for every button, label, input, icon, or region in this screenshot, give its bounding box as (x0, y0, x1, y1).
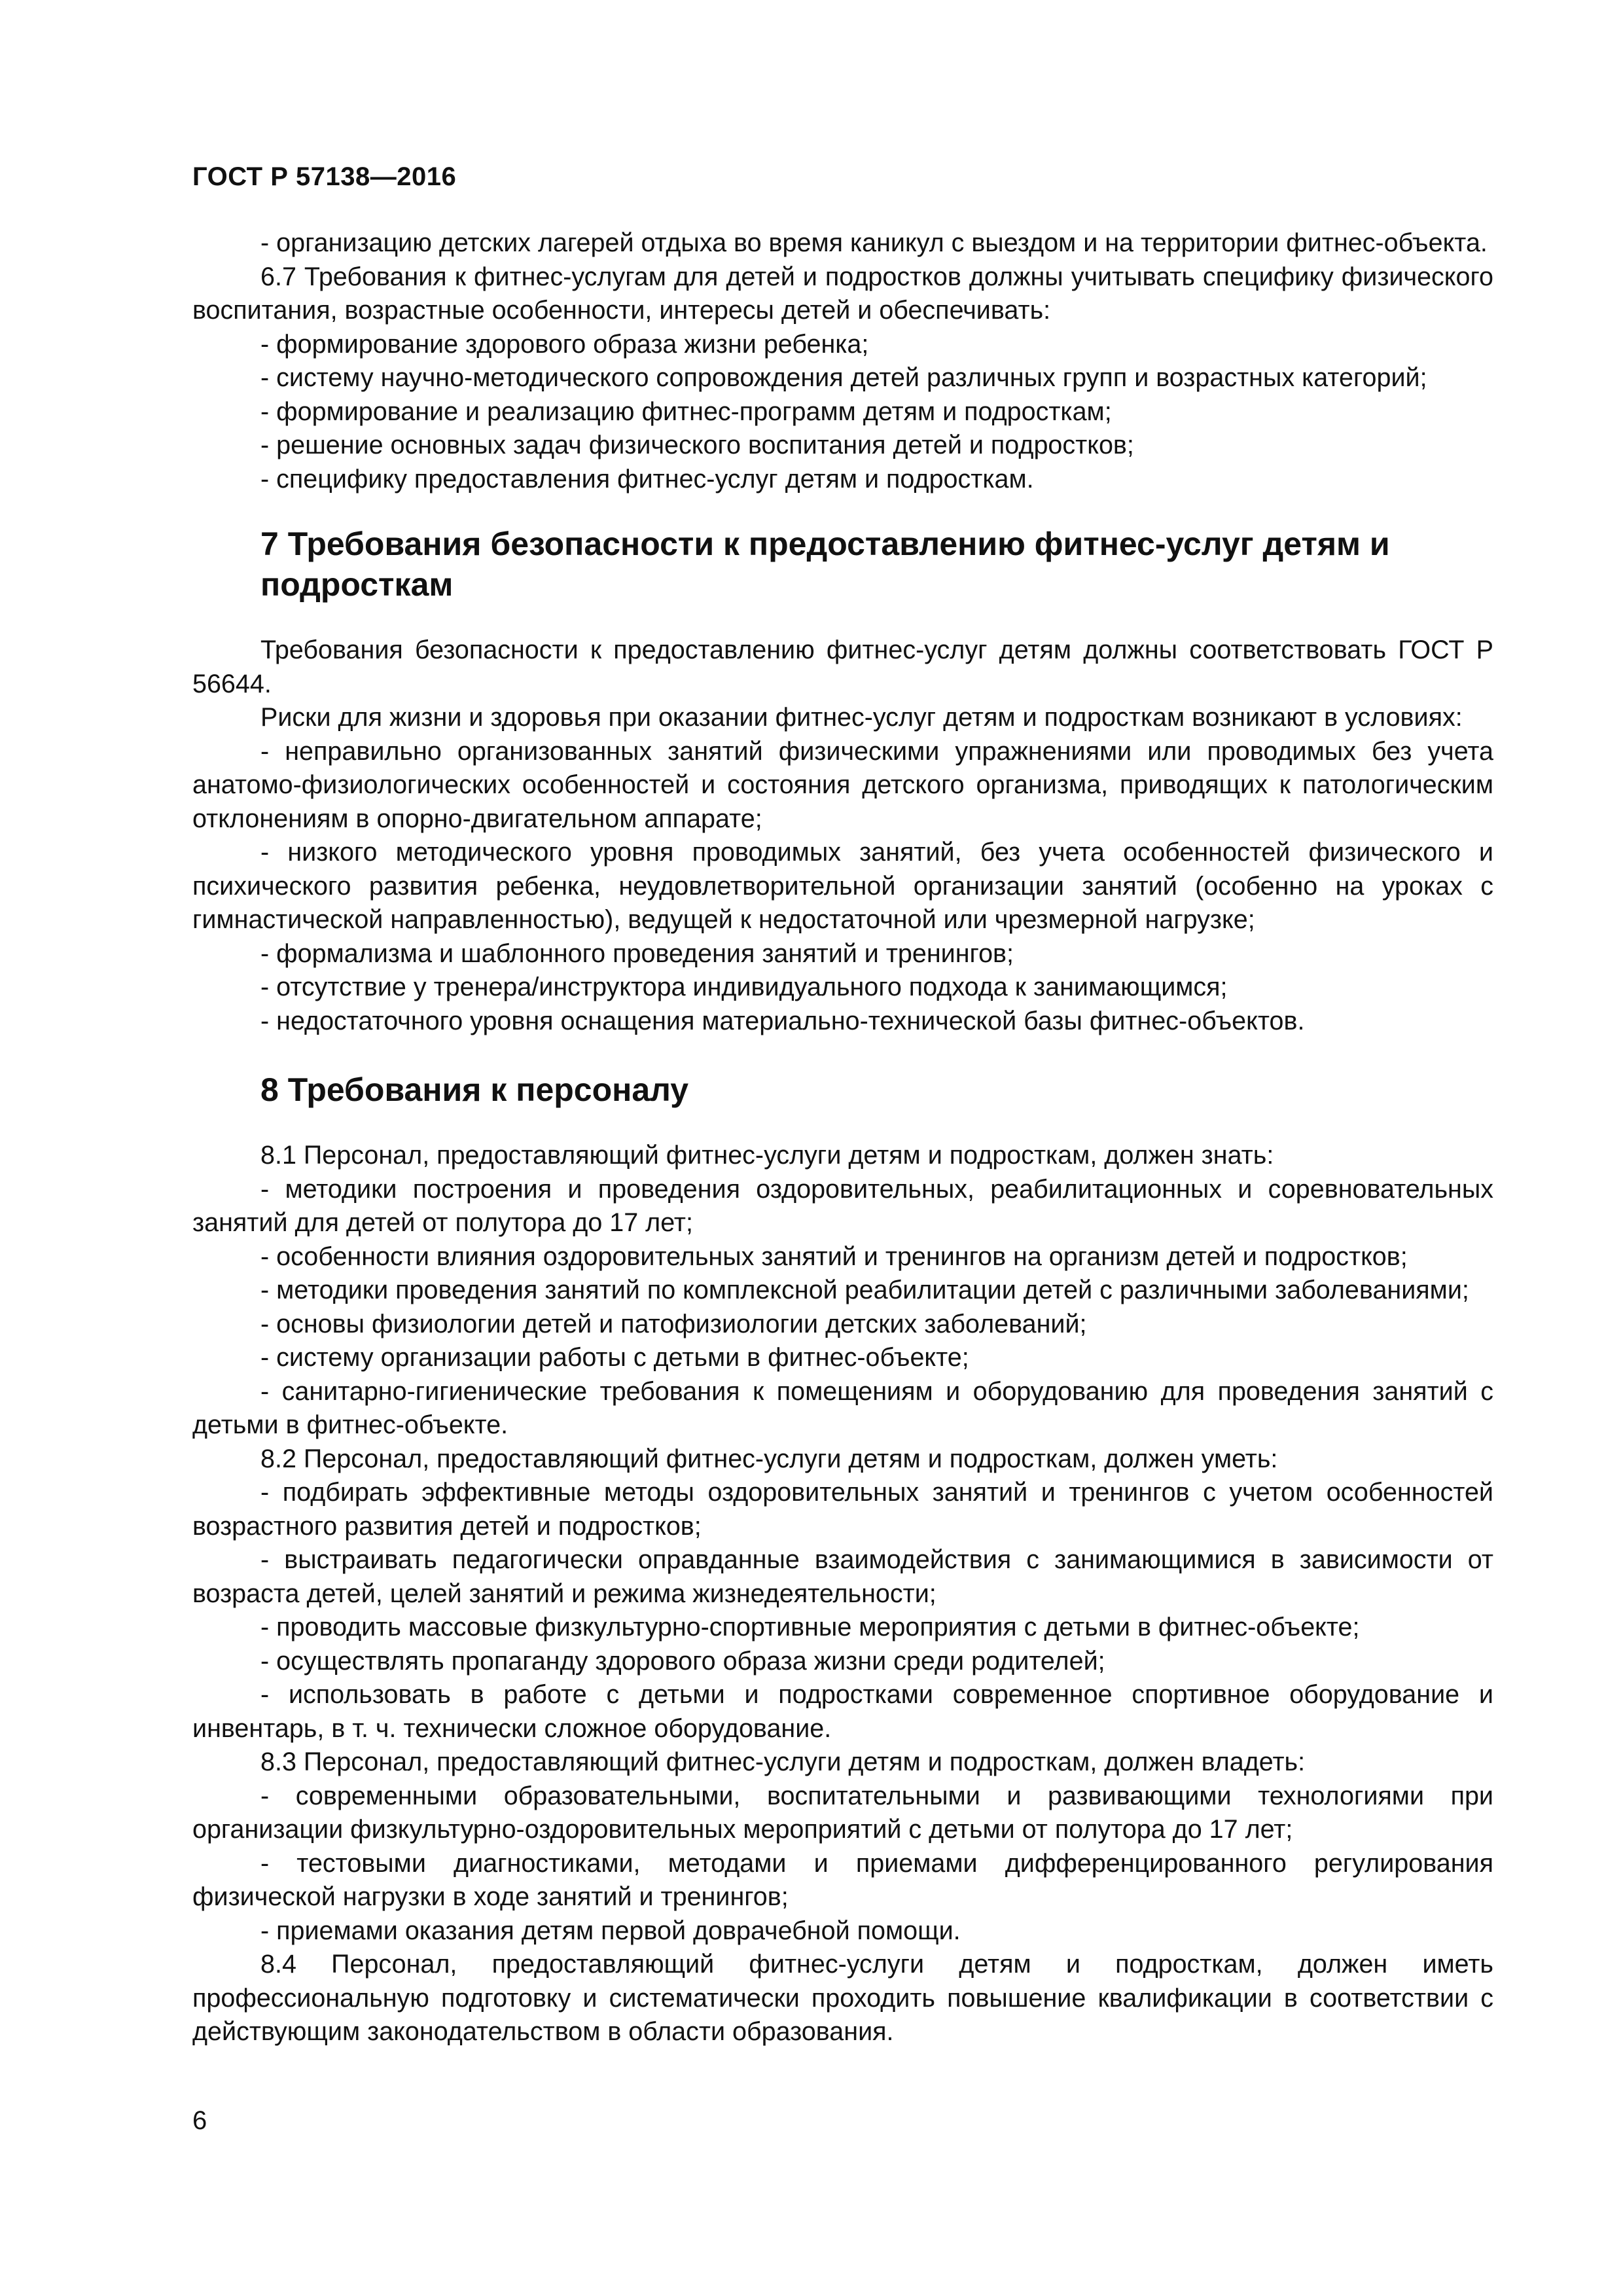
list-item: - формирование здорового образа жизни ребенка; (260, 329, 869, 359)
list-item: - современными образовательными, воспитательными и развивающими технологиями при организации физкультурно-оздоровительных мероприятий с детьми от полутора до 17 лет; (192, 1781, 1493, 1844)
list-item: - подбирать эффективные методы оздоровительных занятий и тренингов с учетом особенностей возрастного развития детей и подростков; (192, 1478, 1493, 1541)
clause-8-2: 8.2 Персонал, предоставляющий фитнес-услуги детям и подросткам, должен уметь: (260, 1444, 1278, 1473)
paragraph: Риски для жизни и здоровья при оказании фитнес-услуг детям и подросткам возникают в условиях: (260, 703, 1463, 732)
list-item: - низкого методического уровня проводимых занятий, без учета особенностей физического и психического развития ребенка, неудовлетворительной организации занятий (особенно на уроках с гимнастической направленностью), ведущей к недостаточной или чрезмерной нагрузке; (192, 838, 1493, 934)
list-item: - методики проведения занятий по комплексной реабилитации детей с различными заболеваниями; (260, 1276, 1469, 1304)
list-item: - систему организации работы с детьми в фитнес-объекте; (260, 1343, 969, 1372)
list-item: - особенности влияния оздоровительных занятий и тренингов на организм детей и подростков; (260, 1242, 1408, 1271)
list-item: - санитарно-гигиенические требования к помещениям и оборудованию для проведения занятий с детьми в фитнес-объекте. (192, 1376, 1493, 1439)
list-item: - выстраивать педагогически оправданные взаимодействия с занимающимися в зависимости от возраста детей, целей занятий и режима жизнедеятельности; (192, 1545, 1493, 1608)
list-item: - проводить массовые физкультурно-спортивные мероприятия с детьми в фитнес-объекте; (260, 1613, 1360, 1641)
page-number: 6 (192, 2106, 207, 2135)
section-8-heading: 8 Требования к персоналу (260, 1071, 689, 1108)
document-body (192, 226, 1493, 2049)
list-item: - использовать в работе с детьми и подростками современное спортивное оборудование и инвентарь, в т. ч. технически сложное оборудование. (192, 1680, 1493, 1743)
list-item: - методики построения и проведения оздоровительных, реабилитационных и соревновательных занятий для детей от полутора до 17 лет; (192, 1174, 1493, 1237)
list-item: - приемами оказания детям первой доврачебной помощи. (260, 1916, 961, 1945)
paragraph: Требования безопасности к предоставлению фитнес-услуг детям должны соответствовать ГОСТ Р 56644. (192, 636, 1493, 698)
section-7-heading: 7 Требования безопасности к предоставлению фитнес-услуг детям и подросткам (260, 526, 1390, 603)
clause-8-3: 8.3 Персонал, предоставляющий фитнес-услуги детям и подросткам, должен владеть: (260, 1748, 1306, 1776)
clause-8-4: 8.4 Персонал, предоставляющий фитнес-услуги детям и подросткам, должен иметь профессиональную подготовку и систематически проходить повышение квалификации в соответствии с действующим законодательством в области образования. (192, 1950, 1493, 2046)
list-item: - формирование и реализацию фитнес-программ детям и подросткам; (260, 397, 1112, 426)
list-item: - тестовыми диагностиками, методами и приемами дифференцированного регулирования физической нагрузки в ходе занятий и тренингов; (192, 1848, 1493, 1911)
list-item: - основы физиологии детей и патофизиологии детских заболеваний; (260, 1309, 1087, 1338)
clause-8-1: 8.1 Персонал, предоставляющий фитнес-услуги детям и подросткам, должен знать: (260, 1141, 1274, 1170)
list-item: - неправильно организованных занятий физическими упражнениями или проводимых без учета анатомо-физиологических особенностей и состояния детского организма, приводящих к патологическим отклонениям в опорно-двигательном аппарате; (192, 736, 1493, 833)
list-item: - решение основных задач физического воспитания детей и подростков; (260, 431, 1134, 459)
list-item: - систему научно-методического сопровождения детей различных групп и возрастных категорий; (260, 363, 1427, 392)
list-item: - формализма и шаблонного проведения занятий и тренингов; (260, 939, 1014, 968)
list-item: - недостаточного уровня оснащения материально-технической базы фитнес-объектов. (260, 1006, 1305, 1035)
document-code-header: ГОСТ Р 57138—2016 (192, 162, 457, 191)
list-item: - отсутствие у тренера/инструктора индивидуального подхода к занимающимся; (260, 973, 1228, 1001)
list-item: - осуществлять пропаганду здорового образа жизни среди родителей; (260, 1646, 1105, 1676)
clause-6-7: 6.7 Требования к фитнес-услугам для детей и подростков должны учитывать специфику физического воспитания, возрастные особенности, интересы детей и обеспечивать: (192, 262, 1493, 325)
list-item: - организацию детских лагерей отдыха во время каникул с выездом и на территории фитнес-объекта. (260, 228, 1488, 257)
list-item: - специфику предоставления фитнес-услуг детям и подросткам. (260, 464, 1034, 493)
